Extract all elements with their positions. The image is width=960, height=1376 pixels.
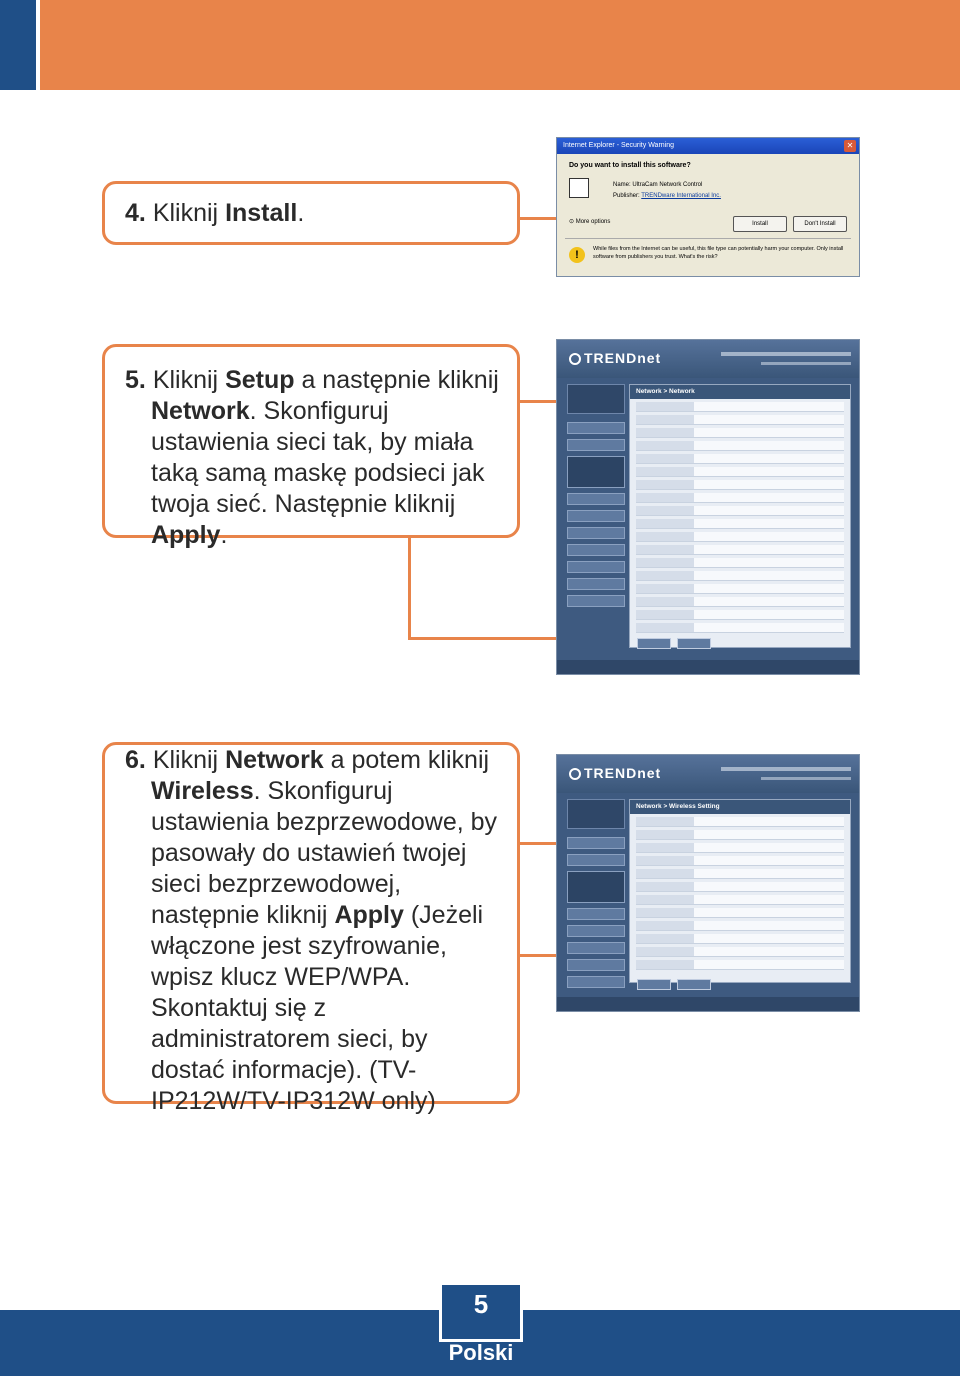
settings-row[interactable] [636, 817, 844, 827]
settings-row[interactable] [636, 441, 844, 451]
header-line [761, 777, 851, 780]
ie-publisher-line [613, 191, 721, 202]
apply-button[interactable] [637, 638, 671, 649]
connector-6b [520, 954, 556, 957]
settings-row[interactable] [636, 532, 844, 542]
settings-row[interactable] [636, 843, 844, 853]
step-5-box [102, 344, 520, 549]
step-5-bold-setup: Setup [225, 366, 295, 394]
connector-5b [408, 538, 411, 638]
settings-row[interactable] [636, 960, 844, 970]
sidebar-item[interactable] [567, 959, 625, 971]
tn-sidebar [567, 799, 625, 993]
sidebar-top-buttons[interactable] [567, 384, 625, 414]
ie-question: Do you want to install this software? [569, 162, 691, 169]
step-6-box [102, 742, 520, 1115]
more-options-label: More options [575, 219, 611, 225]
cancel-button[interactable] [677, 979, 711, 990]
settings-row[interactable] [636, 584, 844, 594]
sidebar-item-network[interactable] [567, 871, 625, 903]
tn-sidebar [567, 384, 625, 612]
step-4-part: . [297, 199, 305, 227]
step-5-part: a następnie kliknij [294, 366, 499, 394]
step-4-box [102, 181, 520, 245]
ie-titlebar: Internet Explorer - Security Warning [557, 138, 859, 154]
settings-row[interactable] [636, 623, 844, 633]
settings-row[interactable] [636, 947, 844, 957]
step-5-bold-network: Network [151, 397, 250, 425]
settings-row[interactable] [636, 428, 844, 438]
step-4-part: Kliknij [152, 199, 226, 227]
step-4-text [125, 198, 507, 229]
sidebar-item[interactable] [567, 854, 625, 866]
language-label: Polski [448, 1340, 514, 1365]
dont-install-button[interactable]: Don't Install [793, 216, 847, 232]
settings-row[interactable] [636, 415, 844, 425]
ie-warning-text: While files from the Internet can be useful, this file type can potentially harm your computer. Only install software from publishers you trust. What's the risk? [593, 246, 844, 260]
step-6-part: . Skonfiguruj ustawienia bezprzewodowe, by pasowały do ustawień twojej sieci bezprzewodowej, następnie kliknij [151, 777, 498, 929]
close-icon[interactable]: ✕ [844, 140, 856, 152]
tn-footer [557, 997, 859, 1011]
step-6-text [125, 745, 507, 1117]
settings-row[interactable] [636, 480, 844, 490]
sidebar-item[interactable] [567, 439, 625, 451]
logo-ring-icon [569, 353, 581, 365]
trendnet-logo [569, 350, 661, 366]
settings-row[interactable] [636, 506, 844, 516]
settings-row[interactable] [636, 856, 844, 866]
cancel-button[interactable] [677, 638, 711, 649]
settings-row[interactable] [636, 921, 844, 931]
ie-warning-area [565, 238, 851, 269]
wireless-setup-screenshot [556, 754, 860, 1012]
tn-header [557, 755, 859, 793]
header-line [721, 352, 851, 356]
apply-cancel-buttons[interactable] [637, 636, 717, 646]
settings-row[interactable] [636, 545, 844, 555]
apply-cancel-buttons[interactable] [637, 977, 717, 987]
sidebar-item[interactable] [567, 561, 625, 573]
step-5-part: Kliknij [152, 366, 226, 394]
ie-security-warning-screenshot [556, 137, 860, 277]
settings-row[interactable] [636, 467, 844, 477]
settings-row[interactable] [636, 571, 844, 581]
brand-text: TRENDnet [584, 765, 662, 781]
settings-row[interactable] [636, 869, 844, 879]
sidebar-item[interactable] [567, 908, 625, 920]
settings-row[interactable] [636, 402, 844, 412]
step-6-number: 6. [125, 746, 146, 774]
sidebar-top-buttons[interactable] [567, 799, 625, 829]
step-5-part: . Skonfiguruj ustawienia sieci tak, by miała taką samą maskę podsieci jak twoja sieć. Następnie kliknij [151, 397, 485, 518]
sidebar-item-network[interactable] [567, 456, 625, 488]
step-5-part: . [220, 521, 228, 549]
sidebar-item[interactable] [567, 544, 625, 556]
connector-6a [520, 842, 556, 845]
apply-button[interactable] [637, 979, 671, 990]
step-6-part: a potem kliknij [323, 746, 490, 774]
panel-title: Network > Network [630, 385, 850, 399]
header-bar-blue [0, 0, 36, 90]
step-5-text [125, 365, 507, 551]
sidebar-item[interactable] [567, 493, 625, 505]
logo-ring-icon [569, 768, 581, 780]
settings-row[interactable] [636, 610, 844, 620]
tn-settings-panel [629, 384, 851, 648]
tn-settings-panel [629, 799, 851, 983]
activex-icon [569, 178, 589, 198]
settings-row[interactable] [636, 934, 844, 944]
settings-row[interactable] [636, 519, 844, 529]
install-button[interactable]: Install [733, 216, 787, 232]
page-number: 5 [473, 1289, 489, 1319]
step-6-part: (Jeżeli włączone jest szyfrowanie, wpisz klucz WEP/WPA. Skontaktuj się z administratorem sieci, by dostać informacje). (TV-IP212W/TV-IP312W only) [151, 901, 484, 1115]
sidebar-item[interactable] [567, 976, 625, 988]
tn-footer [557, 660, 859, 674]
sidebar-item[interactable] [567, 578, 625, 590]
ie-publisher-link[interactable]: TRENDware International Inc. [641, 193, 721, 199]
settings-row[interactable] [636, 493, 844, 503]
sidebar-item[interactable] [567, 422, 625, 434]
sidebar-item[interactable] [567, 837, 625, 849]
header-line [721, 767, 851, 771]
ie-publisher-label: Publisher: [613, 193, 640, 199]
settings-row[interactable] [636, 597, 844, 607]
connector-5a [520, 400, 556, 403]
ie-meta [613, 180, 721, 202]
settings-row[interactable] [636, 454, 844, 464]
warning-shield-icon: ! [569, 247, 585, 263]
more-options-toggle[interactable]: ⊙ More options [569, 219, 611, 225]
sidebar-item[interactable] [567, 510, 625, 522]
header-line [761, 362, 851, 365]
step-6-bold-wireless: Wireless [151, 777, 254, 805]
settings-row[interactable] [636, 882, 844, 892]
step-4-number: 4. [125, 199, 146, 227]
brand-text: TRENDnet [584, 350, 662, 366]
step-5-bold-apply: Apply [151, 521, 221, 549]
settings-row[interactable] [636, 830, 844, 840]
settings-row[interactable] [636, 908, 844, 918]
tn-header [557, 340, 859, 378]
header-bar-orange [40, 0, 960, 90]
step-5-number: 5. [125, 366, 146, 394]
network-setup-screenshot [556, 339, 860, 675]
sidebar-item[interactable] [567, 595, 625, 607]
sidebar-item[interactable] [567, 925, 625, 937]
trendnet-logo [569, 765, 661, 781]
step-6-bold-network: Network [225, 746, 324, 774]
settings-row[interactable] [636, 895, 844, 905]
sidebar-item[interactable] [567, 527, 625, 539]
settings-row[interactable] [636, 558, 844, 568]
connector-4 [520, 217, 556, 220]
step-6-bold-apply: Apply [334, 901, 404, 929]
page-number-box [439, 1282, 523, 1342]
step-6-part: Kliknij [152, 746, 226, 774]
ie-name-line: Name: UltraCam Network Control [613, 182, 703, 188]
panel-title: Network > Wireless Setting [630, 800, 850, 814]
sidebar-item[interactable] [567, 942, 625, 954]
step-4-bold-install: Install [225, 199, 298, 227]
